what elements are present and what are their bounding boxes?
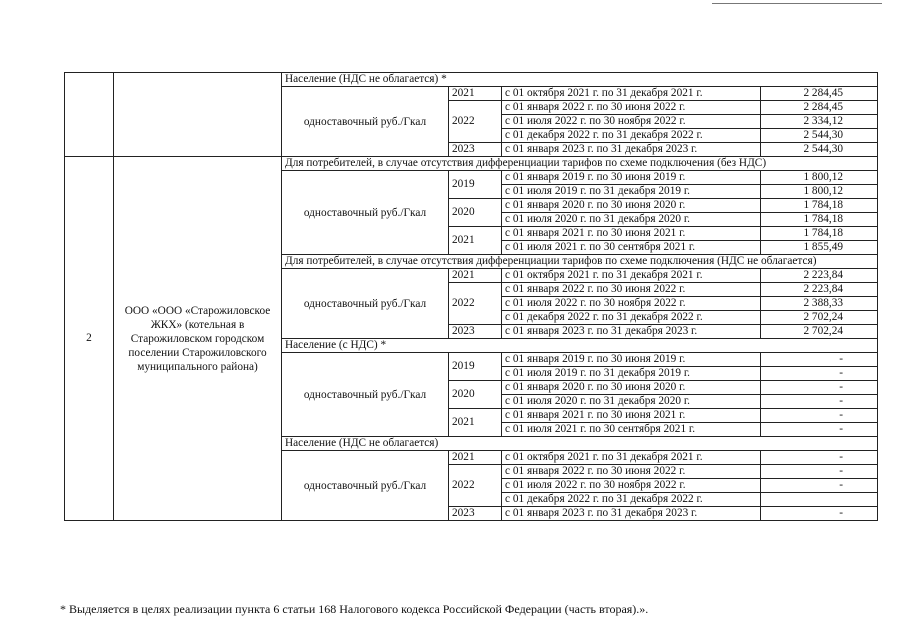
period-cell: с 01 января 2022 г. по 30 июня 2022 г.	[502, 283, 761, 297]
section-header: Население (с НДС) *	[282, 339, 878, 353]
section-header: Для потребителей, в случае отсутствия дифференциации тарифов по схеме подключения (без НДС)	[282, 157, 878, 171]
value-cell: 2 702,24	[761, 311, 878, 325]
period-cell: с 01 января 2021 г. по 30 июня 2021 г.	[502, 227, 761, 241]
year-cell: 2019	[449, 353, 502, 381]
period-cell: с 01 декабря 2022 г. по 31 декабря 2022 г.	[502, 129, 761, 143]
header-rule	[712, 3, 882, 4]
year-cell: 2022	[449, 465, 502, 507]
tariff-type-cell: одноставочный руб./Гкал	[282, 353, 449, 437]
period-cell: с 01 января 2023 г. по 31 декабря 2023 г.	[502, 143, 761, 157]
value-cell: 2 284,45	[761, 101, 878, 115]
period-cell: с 01 июля 2022 г. по 30 ноября 2022 г.	[502, 115, 761, 129]
tariff-type-cell: одноставочный руб./Гкал	[282, 451, 449, 521]
year-cell: 2021	[449, 451, 502, 465]
period-cell: с 01 июля 2019 г. по 31 декабря 2019 г.	[502, 367, 761, 381]
period-cell: с 01 января 2023 г. по 31 декабря 2023 г.	[502, 507, 761, 521]
value-cell: 2 544,30	[761, 129, 878, 143]
value-cell: 2 284,45	[761, 87, 878, 101]
value-cell: 1 855,49	[761, 241, 878, 255]
period-cell: с 01 декабря 2022 г. по 31 декабря 2022 г.	[502, 311, 761, 325]
value-cell: 2 334,12	[761, 115, 878, 129]
section-header: Для потребителей, в случае отсутствия дифференциации тарифов по схеме подключения (НДС не облагается)	[282, 255, 878, 269]
value-cell: -	[761, 367, 878, 381]
year-cell: 2020	[449, 199, 502, 227]
org-cell-prev	[114, 73, 282, 157]
value-cell: 2 702,24	[761, 325, 878, 339]
year-cell: 2022	[449, 283, 502, 325]
value-cell	[761, 493, 878, 507]
year-cell: 2019	[449, 171, 502, 199]
period-cell: с 01 января 2020 г. по 30 июня 2020 г.	[502, 381, 761, 395]
value-cell: 1 784,18	[761, 213, 878, 227]
period-cell: с 01 января 2019 г. по 30 июня 2019 г.	[502, 171, 761, 185]
org-name-cell: ООО «ООО «Старожиловское ЖКХ» (котельная в Старожиловском городском поселении Старожиловского муниципального района)	[114, 157, 282, 521]
table-row	[65, 157, 878, 171]
year-cell: 2021	[449, 227, 502, 255]
period-cell: с 01 июля 2020 г. по 31 декабря 2020 г.	[502, 395, 761, 409]
section-header: Население (НДС не облагается) *	[282, 73, 878, 87]
footnote: * Выделяется в целях реализации пункта 6 статьи 168 Налогового кодекса Российской Федерации (часть вторая).».	[60, 602, 649, 616]
period-cell: с 01 января 2022 г. по 30 июня 2022 г.	[502, 101, 761, 115]
value-cell: 1 784,18	[761, 199, 878, 213]
value-cell: -	[761, 395, 878, 409]
value-cell: 1 800,12	[761, 171, 878, 185]
value-cell: -	[761, 465, 878, 479]
value-cell: 1 784,18	[761, 227, 878, 241]
year-cell: 2020	[449, 381, 502, 409]
value-cell: -	[761, 409, 878, 423]
period-cell: с 01 июля 2022 г. по 30 ноября 2022 г.	[502, 479, 761, 493]
tariff-type-cell: одноставочный руб./Гкал	[282, 87, 449, 157]
tariff-type-cell: одноставочный руб./Гкал	[282, 171, 449, 255]
value-cell: -	[761, 381, 878, 395]
value-cell: 2 223,84	[761, 269, 878, 283]
period-cell: с 01 июля 2020 г. по 31 декабря 2020 г.	[502, 213, 761, 227]
table-row	[65, 73, 878, 87]
period-cell: с 01 июля 2021 г. по 30 сентября 2021 г.	[502, 241, 761, 255]
year-cell: 2022	[449, 101, 502, 143]
value-cell: 2 388,33	[761, 297, 878, 311]
tariff-table	[64, 72, 878, 521]
period-cell: с 01 января 2021 г. по 30 июня 2021 г.	[502, 409, 761, 423]
period-cell: с 01 октября 2021 г. по 31 декабря 2021 г.	[502, 87, 761, 101]
value-cell: -	[761, 507, 878, 521]
year-cell: 2021	[449, 269, 502, 283]
period-cell: с 01 января 2022 г. по 30 июня 2022 г.	[502, 465, 761, 479]
value-cell: 2 223,84	[761, 283, 878, 297]
tariff-type-cell: одноставочный руб./Гкал	[282, 269, 449, 339]
value-cell: 1 800,12	[761, 185, 878, 199]
period-cell: с 01 октября 2021 г. по 31 декабря 2021 г.	[502, 269, 761, 283]
year-cell: 2023	[449, 325, 502, 339]
value-cell: -	[761, 451, 878, 465]
year-cell: 2021	[449, 87, 502, 101]
section-header: Население (НДС не облагается)	[282, 437, 878, 451]
value-cell: 2 544,30	[761, 143, 878, 157]
year-cell: 2023	[449, 507, 502, 521]
org-number-cell: 2	[65, 157, 114, 521]
value-cell: -	[761, 423, 878, 437]
period-cell: с 01 октября 2021 г. по 31 декабря 2021 г.	[502, 451, 761, 465]
period-cell: с 01 января 2020 г. по 30 июня 2020 г.	[502, 199, 761, 213]
period-cell: с 01 января 2023 г. по 31 декабря 2023 г.	[502, 325, 761, 339]
value-cell: -	[761, 353, 878, 367]
year-cell: 2021	[449, 409, 502, 437]
period-cell: с 01 декабря 2022 г. по 31 декабря 2022 г.	[502, 493, 761, 507]
period-cell: с 01 июля 2019 г. по 31 декабря 2019 г.	[502, 185, 761, 199]
year-cell: 2023	[449, 143, 502, 157]
period-cell: с 01 января 2019 г. по 30 июня 2019 г.	[502, 353, 761, 367]
number-cell-prev	[65, 73, 114, 157]
value-cell: -	[761, 479, 878, 493]
period-cell: с 01 июля 2022 г. по 30 ноября 2022 г.	[502, 297, 761, 311]
period-cell: с 01 июля 2021 г. по 30 сентября 2021 г.	[502, 423, 761, 437]
